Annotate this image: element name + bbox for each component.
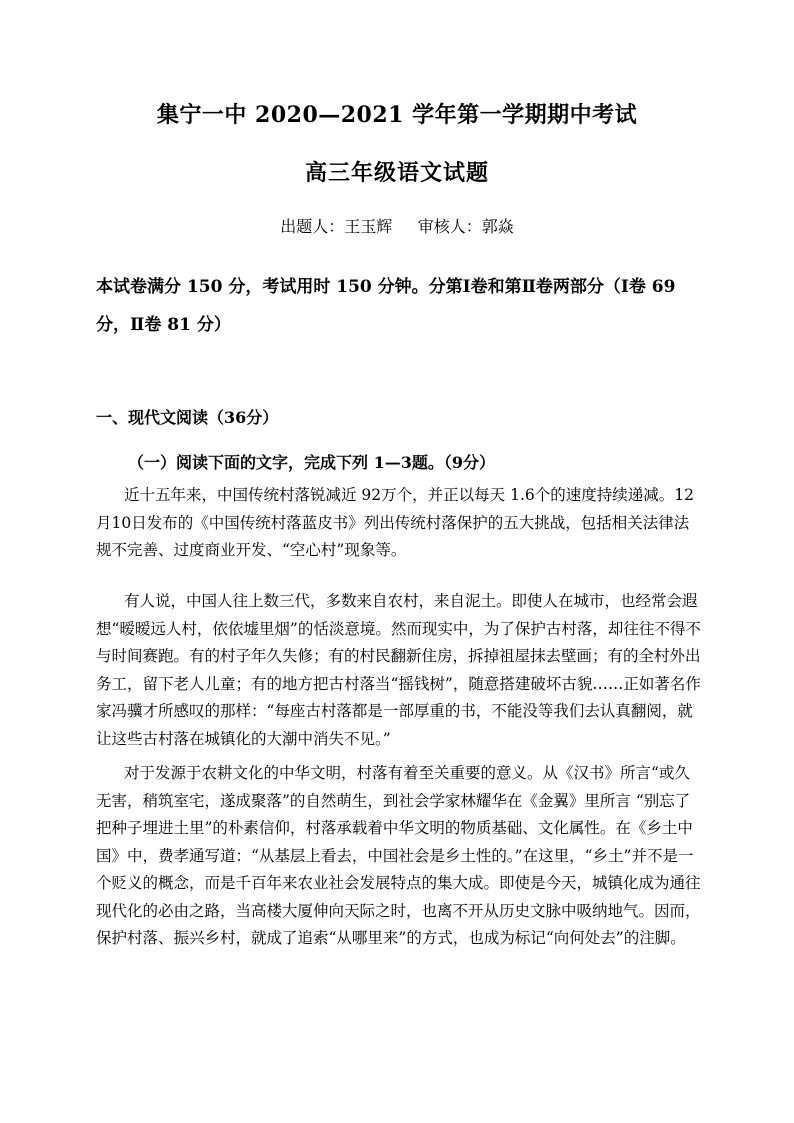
passage-paragraph-2 [96, 588, 701, 753]
exam-info: 本试卷满分 150 分，考试用时 150 分钟。分第Ⅰ卷和第Ⅱ卷两部分（Ⅰ卷 69 分，Ⅱ卷 81 分） [96, 277, 676, 335]
paragraph-text: 近十五年来，中国传统村落锐减近 92万个，并正以每天 1.6个的速度持续递减。12月10日发布的《中国传统村落蓝皮书》列出传统村落保护的五大挑战，包括相关法律法规不完善、过度商业开发、“空心村”现象等。 [96, 486, 694, 559]
paragraph-text: 对于发源于农耕文化的中华文明，村落有着至关重要的意义。从《汉书》所言“或久无害，稍筑室宅，遂成聚落”的自然萌生，到社会学家林耀华在《金翼》里所言 “别忘了把种子埋进土里”的朴素信仰，村落承载着中华文明的物质基础、文化属性。在《乡土中国》中，费孝通写道：“从基层上看去，中国社会是乡土性的。”在这里，“乡土”并不是一个贬义的概念，而是千百年来农业社会发展特点的集大成。即使是今天，城镇化成为通往现代化的必由之路，当高楼大厦伸向天际之时，也离不开从历史文脉中吸纳地气。因而，保护村落、振兴乡村，就成了追索“从哪里来”的方式，也成为标记“向何处去”的注脚。 [96, 764, 701, 947]
passage-paragraph-3 [96, 760, 701, 953]
subsection-title: （一）阅读下面的文字，完成下列 1—3题。（9分） [128, 453, 495, 472]
exam-subtitle: 高三年级语文试题 [304, 160, 489, 186]
exam-authors: 出题人：王玉辉 审核人：郭焱 [280, 217, 514, 236]
exam-title: 集宁一中 2020—2021 学年第一学期期中考试 [156, 102, 638, 128]
section-title: 一、现代文阅读（36分） [96, 408, 279, 427]
paragraph-text: 有人说，中国人往上数三代，多数来自农村，来自泥土。即使人在城市，也经常会遐想“暧暧远人村，依依墟里烟”的恬淡意境。然而现实中，为了保护古村落，却往往不得不与时间赛跑。有的村子年久失修；有的村民翻新住房，拆掉祖屋抹去壁画；有的全村外出务工，留下老人儿童；有的地方把古村落当“摇钱树”，随意搭建破坏古貌……正如著名作家冯骥才所感叹的那样：“每座古村落都是一部厚重的书，不能没等我们去认真翻阅，就让这些古村落在城镇化的大潮中消失不见。” [96, 592, 701, 748]
passage-paragraph-1 [96, 482, 701, 565]
